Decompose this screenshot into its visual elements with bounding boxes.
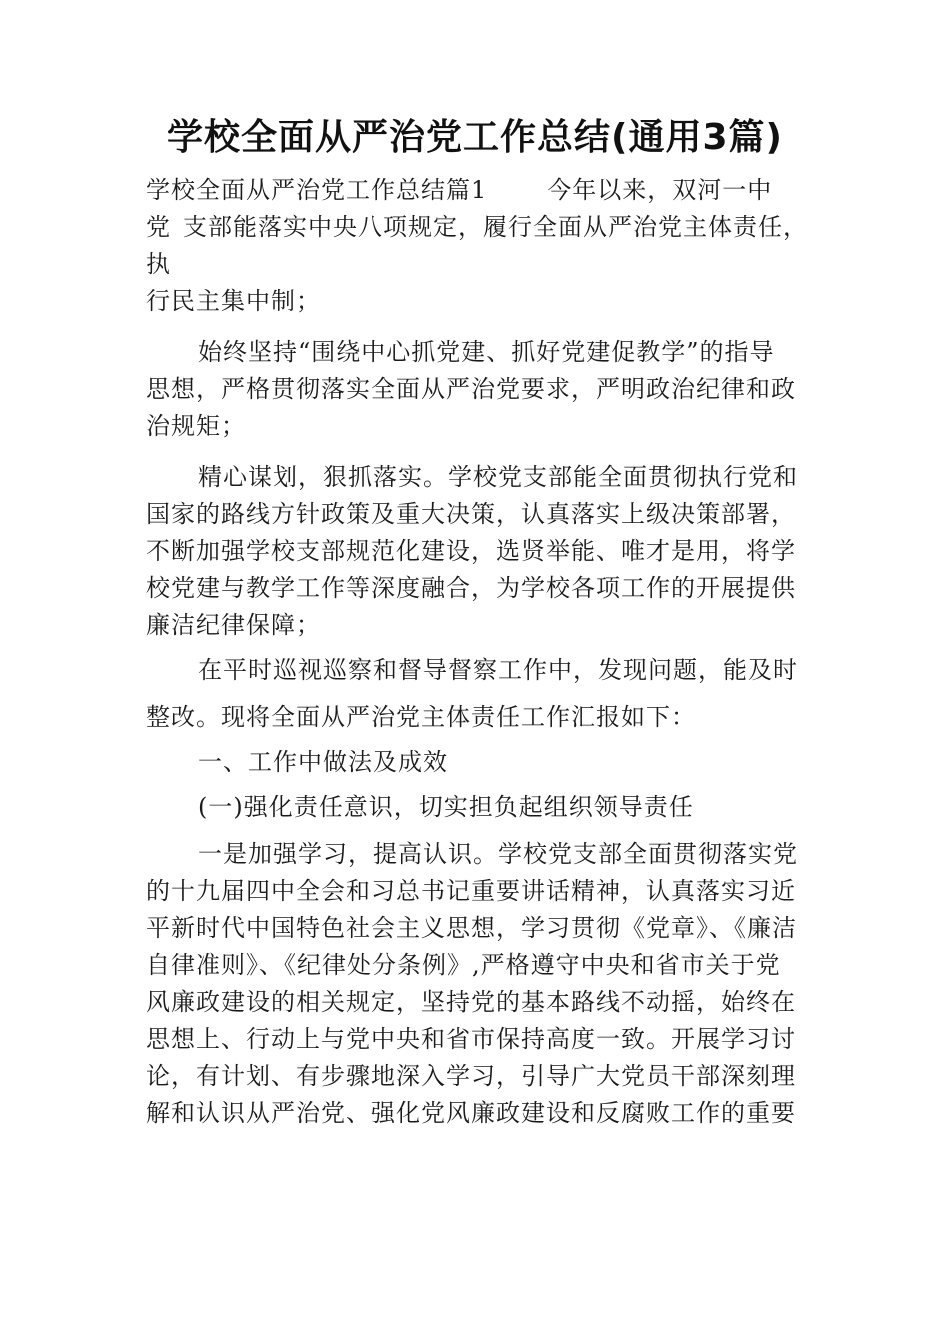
- paragraph-1: [146, 334, 826, 445]
- text-line: 始终坚持“围绕中心抓党建、抓好党建促教学”的指导: [198, 338, 775, 366]
- text-line: 治规矩；: [146, 412, 246, 440]
- text-line: 平新时代中国特色社会主义思想，学习贯彻《党章》、《廉洁: [146, 914, 797, 942]
- text-line: 自律准则》、《纪律处分条例》,严格遵守中央和省市关于党: [146, 951, 781, 979]
- text-line: 整改。现将全面从严治党主体责任工作汇报如下：: [146, 703, 696, 731]
- text-line: 不断加强学校支部规范化建设，选贤举能、唯才是用，将学: [146, 537, 796, 565]
- text-line: 校党建与教学工作等深度融合，为学校各项工作的开展提供: [146, 574, 796, 602]
- document-title: 学校全面从严治党工作总结(通用3篇): [167, 117, 783, 158]
- paragraph-3: [146, 652, 826, 736]
- text-fragment: 支部能落实中央八项规定，履行全面从严治党主体责任，: [183, 213, 808, 241]
- text-fragment: 党: [146, 213, 171, 241]
- text-line: 论，有计划、有步骤地深入学习，引导广大党员干部深刻理: [146, 1062, 796, 1090]
- document-body: [146, 172, 826, 1132]
- text-line: 国家的路线方针政策及重大决策，认真落实上级决策部署，: [146, 500, 796, 528]
- text-line: 精心谋划，狠抓落实。学校党支部能全面贯彻执行党和: [198, 463, 798, 491]
- text-line: 廉洁纪律保障；: [146, 611, 321, 639]
- text-line: 一是加强学习，提高认识。学校党支部全面贯彻落实党: [198, 840, 798, 868]
- text-line: 风廉政建设的相关规定，坚持党的基本路线不动摇，始终在: [146, 988, 796, 1016]
- text-line: 在平时巡视巡察和督导督察工作中，发现问题，能及时: [198, 656, 798, 684]
- text-line: 解和认识从严治党、强化党风廉政建设和反腐败工作的重要: [146, 1099, 796, 1127]
- text-fragment: 今年以来，双河一中: [547, 176, 773, 204]
- section-heading-inline: 学校全面从严治党工作总结篇1: [146, 176, 488, 204]
- subsection-heading: (一)强化责任意识，切实担负起组织领导责任: [198, 793, 694, 821]
- text-line: 行民主集中制；: [146, 287, 321, 315]
- text-line: [146, 172, 826, 209]
- text-line: 执: [146, 250, 171, 278]
- section-heading: 一、工作中做法及成效: [198, 748, 448, 776]
- text-line: 思想上、行动上与党中央和省市保持高度一致。开展学习讨: [146, 1025, 796, 1053]
- text-line: 思想，严格贯彻落实全面从严治党要求，严明政治纪律和政: [146, 375, 796, 403]
- paragraph-2: [146, 459, 826, 644]
- text-line: 的十九届四中全会和习总书记重要讲话精神，认真落实习近: [146, 877, 796, 905]
- paragraph-4: [146, 836, 826, 1132]
- text-line: [146, 209, 826, 246]
